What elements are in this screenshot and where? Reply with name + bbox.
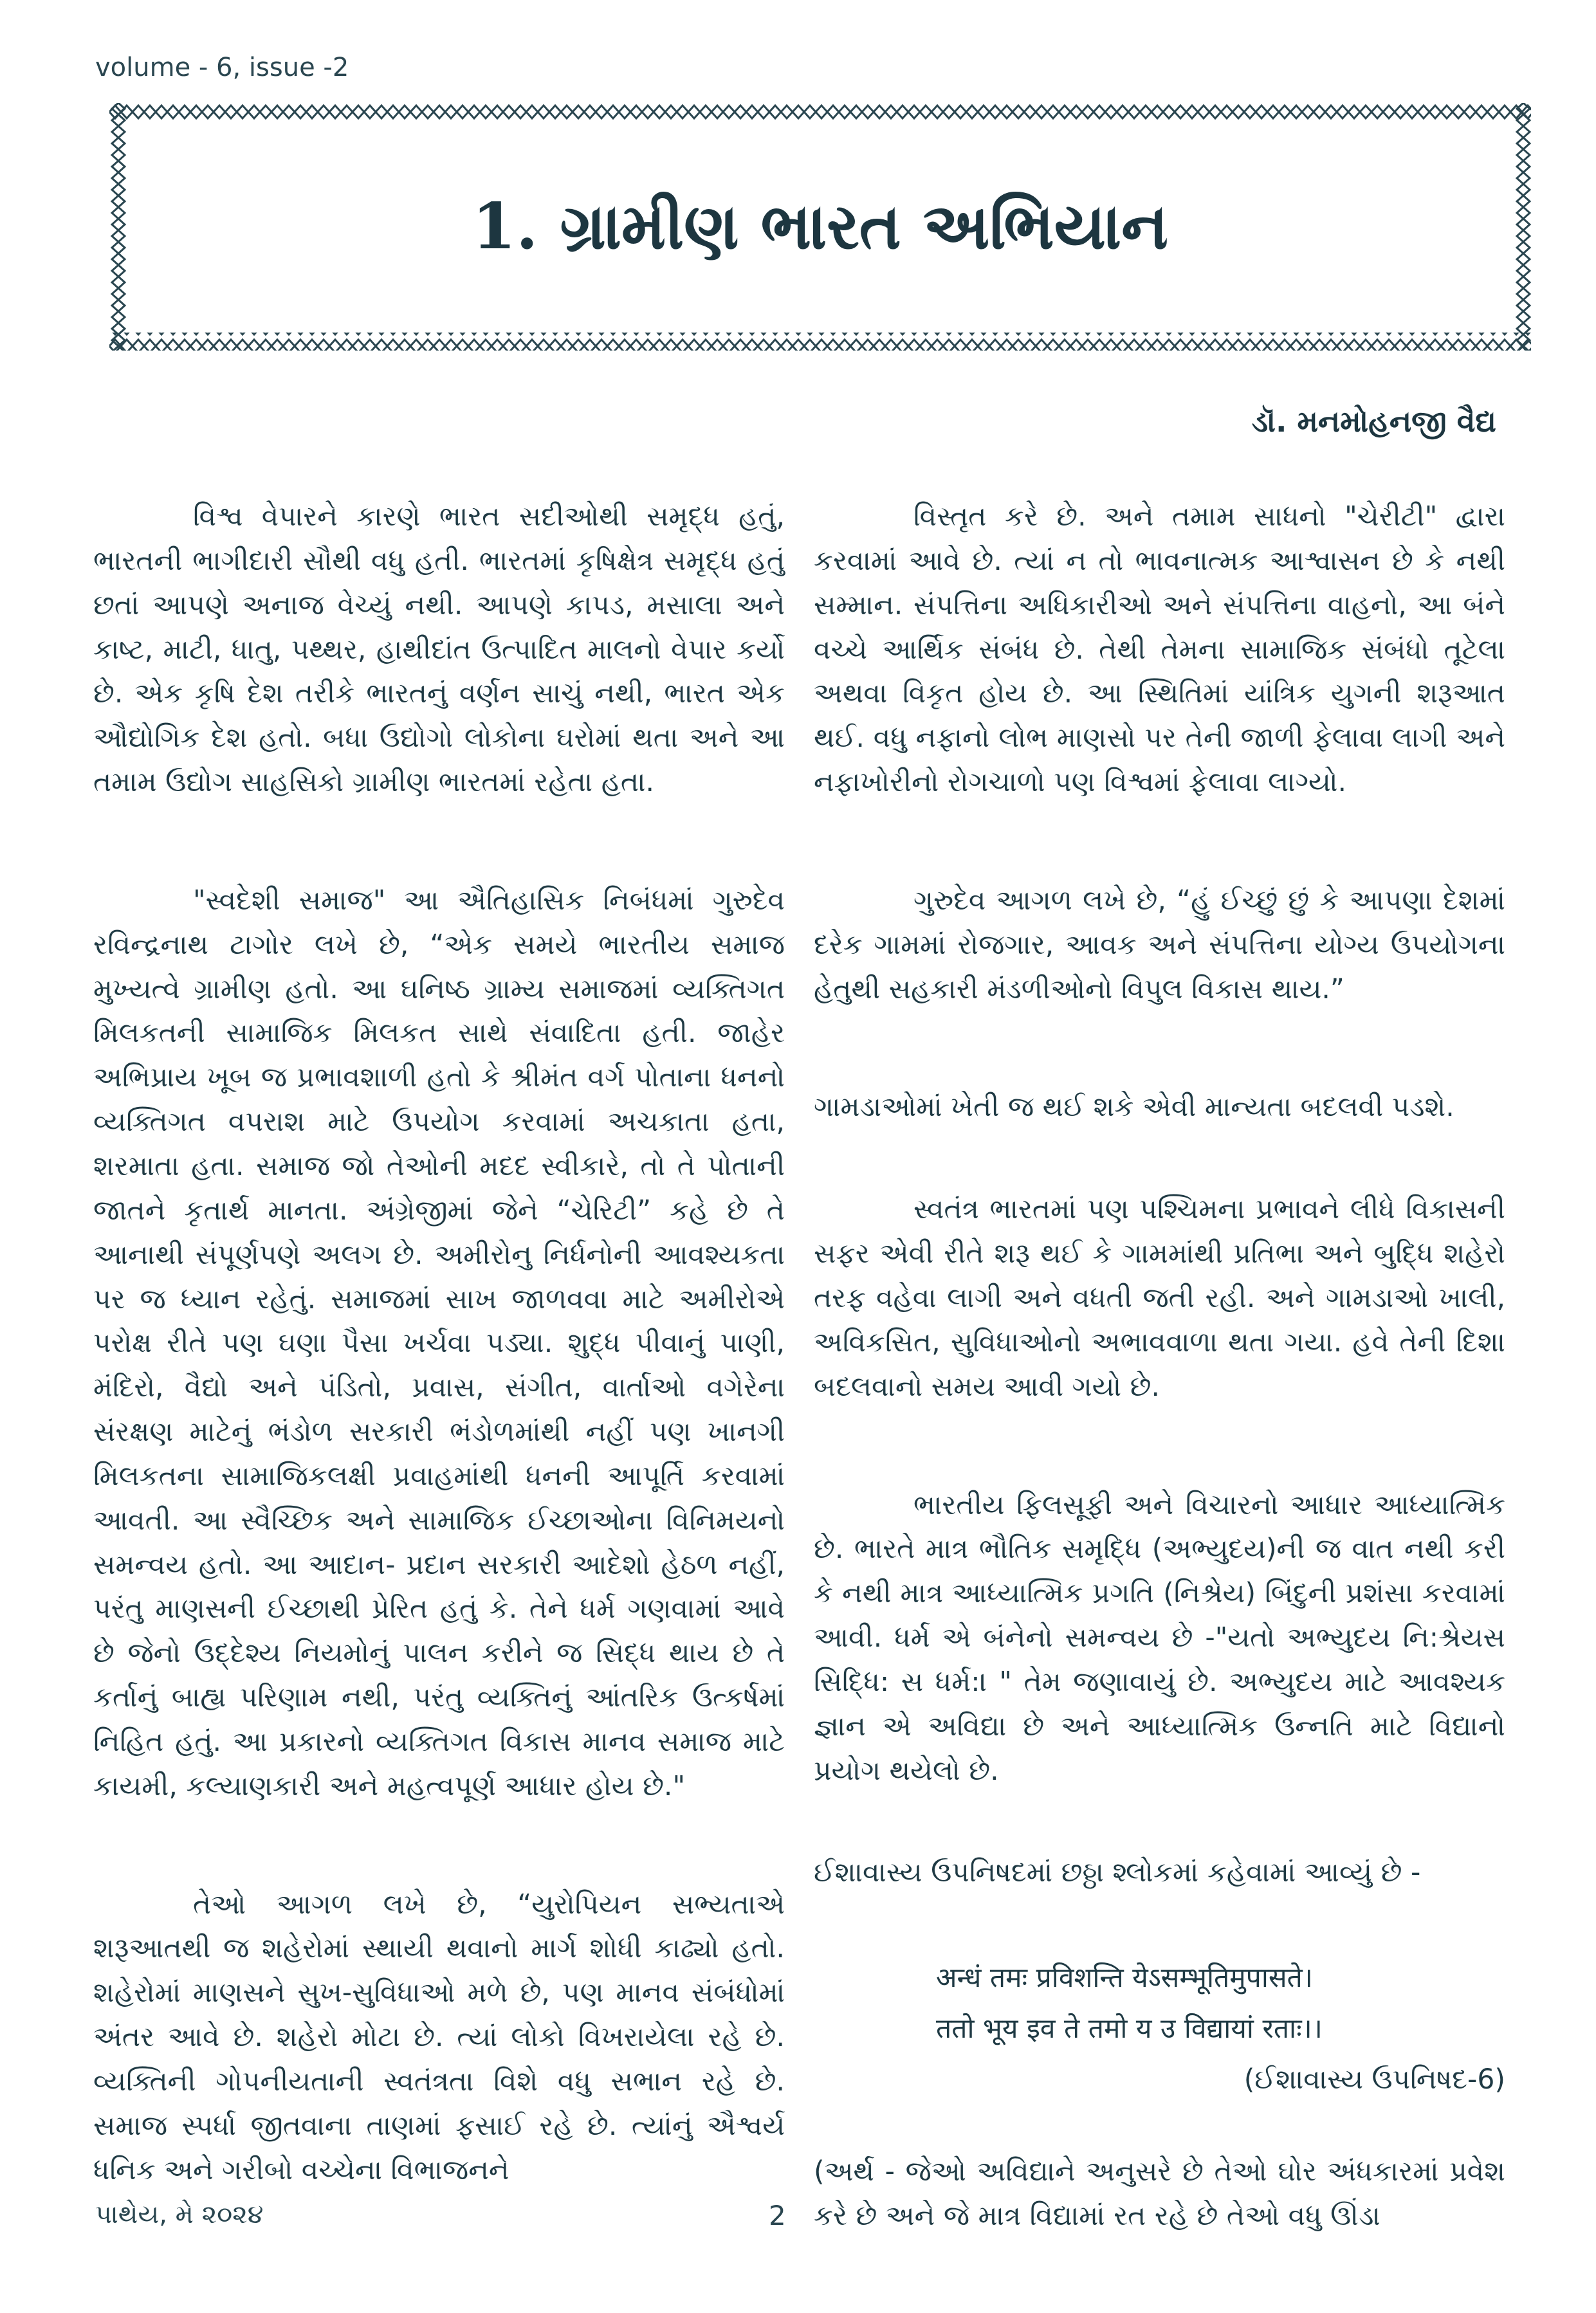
paragraph: વિસ્તૃત કરે છે. અને તમામ સાધનો "ચેરીટી" દ્વારા કરવામાં આવે છે. ત્યાં ન તો ભાવનાત્મક આશ્વાસન છે કે નથી સમ્માન. સંપત્તિના અધિકારીઓ અને સંપત્તિના વાહનો, આ બંને વચ્ચે આર્થિક સંબંધ છે. તેથી તેમના સામાજિક સંબંધો તૂટેલા અથવા વિકૃત હોય છે. આ સ્થિતિમાં યાંત્રિક યુગની શરૂઆત થઈ. વધુ નફાનો લોભ માણસો પર તેની જાળી ફેલાવા લાગી અને નફાખોરીનો રોગચાળો પણ વિશ્વમાં ફેલાવા લાગ્યો. [814,501,1505,799]
paragraph: વિશ્વ વેપારને કારણે ભારત સદીઓથી સમૃદ્ધ હતું, ભારતની ભાગીદારી સૌથી વધુ હતી. ભારતમાં કૃષિક્ષેત્ર સમૃદ્ધ હતું છતાં આપણે અનાજ વેચ્યું નથી. આપણે કાપડ, મસાલા અને કાષ્ટ, માટી, ધાતુ, પથ્થર, હાથીદાંત ઉત્પાદિત માલનો વેપાર કર્યો છે. એક કૃષિ દેશ તરીકે ભારતનું વર્ણન સાચું નથી, ભારત એક ઔદ્યોગિક દેશ હતો. બધા ઉદ્યોગો લોકોના ઘરોમાં થતા અને આ તમામ ઉદ્યોગ સાહસિકો ગ્રામીણ ભારતમાં રહેતા હતા. [93,501,785,799]
author-name: ડૉ. મનમોહનજી વૈદ્ય [1251,404,1496,439]
page-number: 2 [769,2200,786,2231]
paragraph: સ્વતંત્ર ભારતમાં પણ પશ્ચિમના પ્રભાવને લીધે વિકાસની સફર એવી રીતે શરૂ થઈ કે ગામમાંથી પ્રતિભા અને બુદ્ધિ શહેરો તરફ વહેવા લાગી અને વધતી જતી રહી. અને ગામડાઓ ખાલી, અવિકસિત, સુવિધાઓનો અભાવવાળા થતા ગયા. હવે તેની દિશા બદલવાનો સમય આવી ગયો છે. [814,1194,1505,1403]
volume-issue-label: volume - 6, issue -2 [95,53,349,82]
paragraph: (અર્થ - જેઓ અવિદ્યાને અનુસરે છે તેઓ ઘોર અંધકારમાં પ્રવેશ કરે છે અને જે માત્ર વિદ્યામાં રત રહે છે તેઓ વધુ ઊંડા [814,2156,1505,2232]
paragraph: ગામડાઓમાં ખેતી જ થઈ શકે એવી માન્યતા બદલવી પડશે. [814,1092,1454,1124]
paragraph: ઈશાવાસ્ય ઉપનિષદમાં છઠ્ઠા શ્લોકમાં કહેવામાં આવ્યું છે - [814,1857,1421,1889]
left-text-column [93,495,785,2267]
paragraph: તેઓ આગળ લખે છે, “યુરોપિયન સભ્યતાએ શરૂઆતથી જ શહેરોમાં સ્થાયી થવાનો માર્ગ શોધી કાઢ્યો હતો. શહેરોમાં માણસને સુખ-સુવિધાઓ મળે છે, પણ માનવ સંબંધોમાં અંતર આવે છે. શહેરો મોટા છે. ત્યાં લોકો વિખરાયેલા રહે છે. વ્યક્તિની ગોપનીયતાની સ્વતંત્રતા વિશે વધુ સભાન રહે છે. સમાજ સ્પર્ધા જીતવાના તાણમાં ફસાઈ રહે છે. ત્યાંનું ઐશ્વર્ય ધનિક અને ગરીબો વચ્ચેના વિભાજનને [93,1888,785,2186]
right-text-column [814,495,1505,2313]
paragraph: "સ્વદેશી સમાજ" આ ઐતિહાસિક નિબંધમાં ગુરુદેવ રવિન્દ્રનાથ ટાગોર લખે છે, “એક સમયે ભારતીય સમાજ મુખ્યત્વે ગ્રામીણ હતો. આ ઘનિષ્ઠ ગ્રામ્ય સમાજમાં વ્યક્તિગત મિલકતની સામાજિક મિલકત સાથે સંવાદિતા હતી. જાહેર અભિપ્રાય ખૂબ જ પ્રભાવશાળી હતો કે શ્રીમંત વર્ગ પોતાના ધનનો વ્યક્તિગત વપરાશ માટે ઉપયોગ કરવામાં અચકાતા હતા, શરમાતા હતા. સમાજ જો તેઓની મદદ સ્વીકારે, તો તે પોતાની જાતને કૃતાર્થ માનતા. અંગ્રેજીમાં જેને “ચેરિટી” કહે છે તે આનાથી સંપૂર્ણપણે અલગ છે. અમીરોનુ નિર્ધનોની આવશ્યકતા પર જ ધ્યાન રહેતું. સમાજમાં સાખ જાળવવા માટે અમીરોએ પરોક્ષ રીતે પણ ઘણા પૈસા ખર્ચવા પડ્યા. શુદ્ધ પીવાનું પાણી, મંદિરો, વૈદ્યો અને પંડિતો, પ્રવાસ, સંગીત, વાર્તાઓ વગેરેના સંરક્ષણ માટેનું ભંડોળ સરકારી ભંડોળમાંથી નહીં પણ ખાનગી મિલકતના સામાજિકલક્ષી પ્રવાહમાંથી ધનની આપૂર્તિ કરવામાં આવતી. આ સ્વૈચ્છિક અને સામાજિક ઈચ્છાઓના વિનિમયનો સમન્વય હતો. આ આદાન- પ્રદાન સરકારી આદેશો હેઠળ નહીં, પરંતુ માણસની ઈચ્છાથી પ્રેરિત હતું કે. તેને ધર્મ ગણવામાં આવે છે જેનો ઉદ્દેશ્ય નિયમોનું પાલન કરીને જ સિદ્ધ થાય છે તે કર્તાનું બાહ્ય પરિણામ નથી, પરંતુ વ્યક્તિનું આંતરિક ઉત્કર્ષમાં નિહિત હતું. આ પ્રકારનો વ્યક્તિગત વિકાસ માનવ સમાજ માટે કાયમી, કલ્યાણકારી અને મહત્વપૂર્ણ આધાર હોય છે." [93,884,785,1802]
article-title: 1. ગ્રામીણ ભારત અભિયાન [472,189,1169,264]
verse-line: ततो भूय इव ते तमो य उ विद्यायां रताः।। [936,2013,1323,2045]
sanskrit-verse [814,1953,1505,2105]
paragraph: ગુરુદેવ આગળ લખે છે, “હું ઈચ્છું છું કે આપણા દેશમાં દરેક ગામમાં રોજગાર, આવક અને સંપત્તિના યોગ્ય ઉપયોગના હેતુથી સહકારી મંડળીઓનો વિપુલ વિકાસ થાય.” [814,884,1505,1005]
paragraph: ભારતીય ફિલસૂફી અને વિચારનો આધાર આધ્યાત્મિક છે. ભારતે માત્ર ભૌતિક સમૃદ્ધિ (અભ્યુદય)ની જ વાત નથી કરી કે નથી માત્ર આધ્યાત્મિક પ્રગતિ (નિશ્રેય) બિંદુની પ્રશંસા કરવામાં આવી. ધર્મ એ બંનેનો સમન્વય છે -"યતો અભ્યુદય નિ:શ્રેયસ સિદ્ધિ: સ ધર્મ:। " તેમ જણાવાયું છે. અભ્યુદય માટે આવશ્યક જ્ઞાન એ અવિદ્યા છે અને આધ્યાત્મિક ઉન્નતિ માટે વિદ્યાનો પ્રયોગ થયેલો છે. [814,1489,1505,1787]
publication-footer: પાથેય, મે ૨૦૨૪ [95,2200,264,2229]
verse-reference: (ઈશાવાસ્ય ઉપનિષદ-6) [1243,2063,1505,2096]
verse-line: अन्धं तमः प्रविशन्ति येऽसम्भूतिमुपासते। [936,1962,1313,1995]
